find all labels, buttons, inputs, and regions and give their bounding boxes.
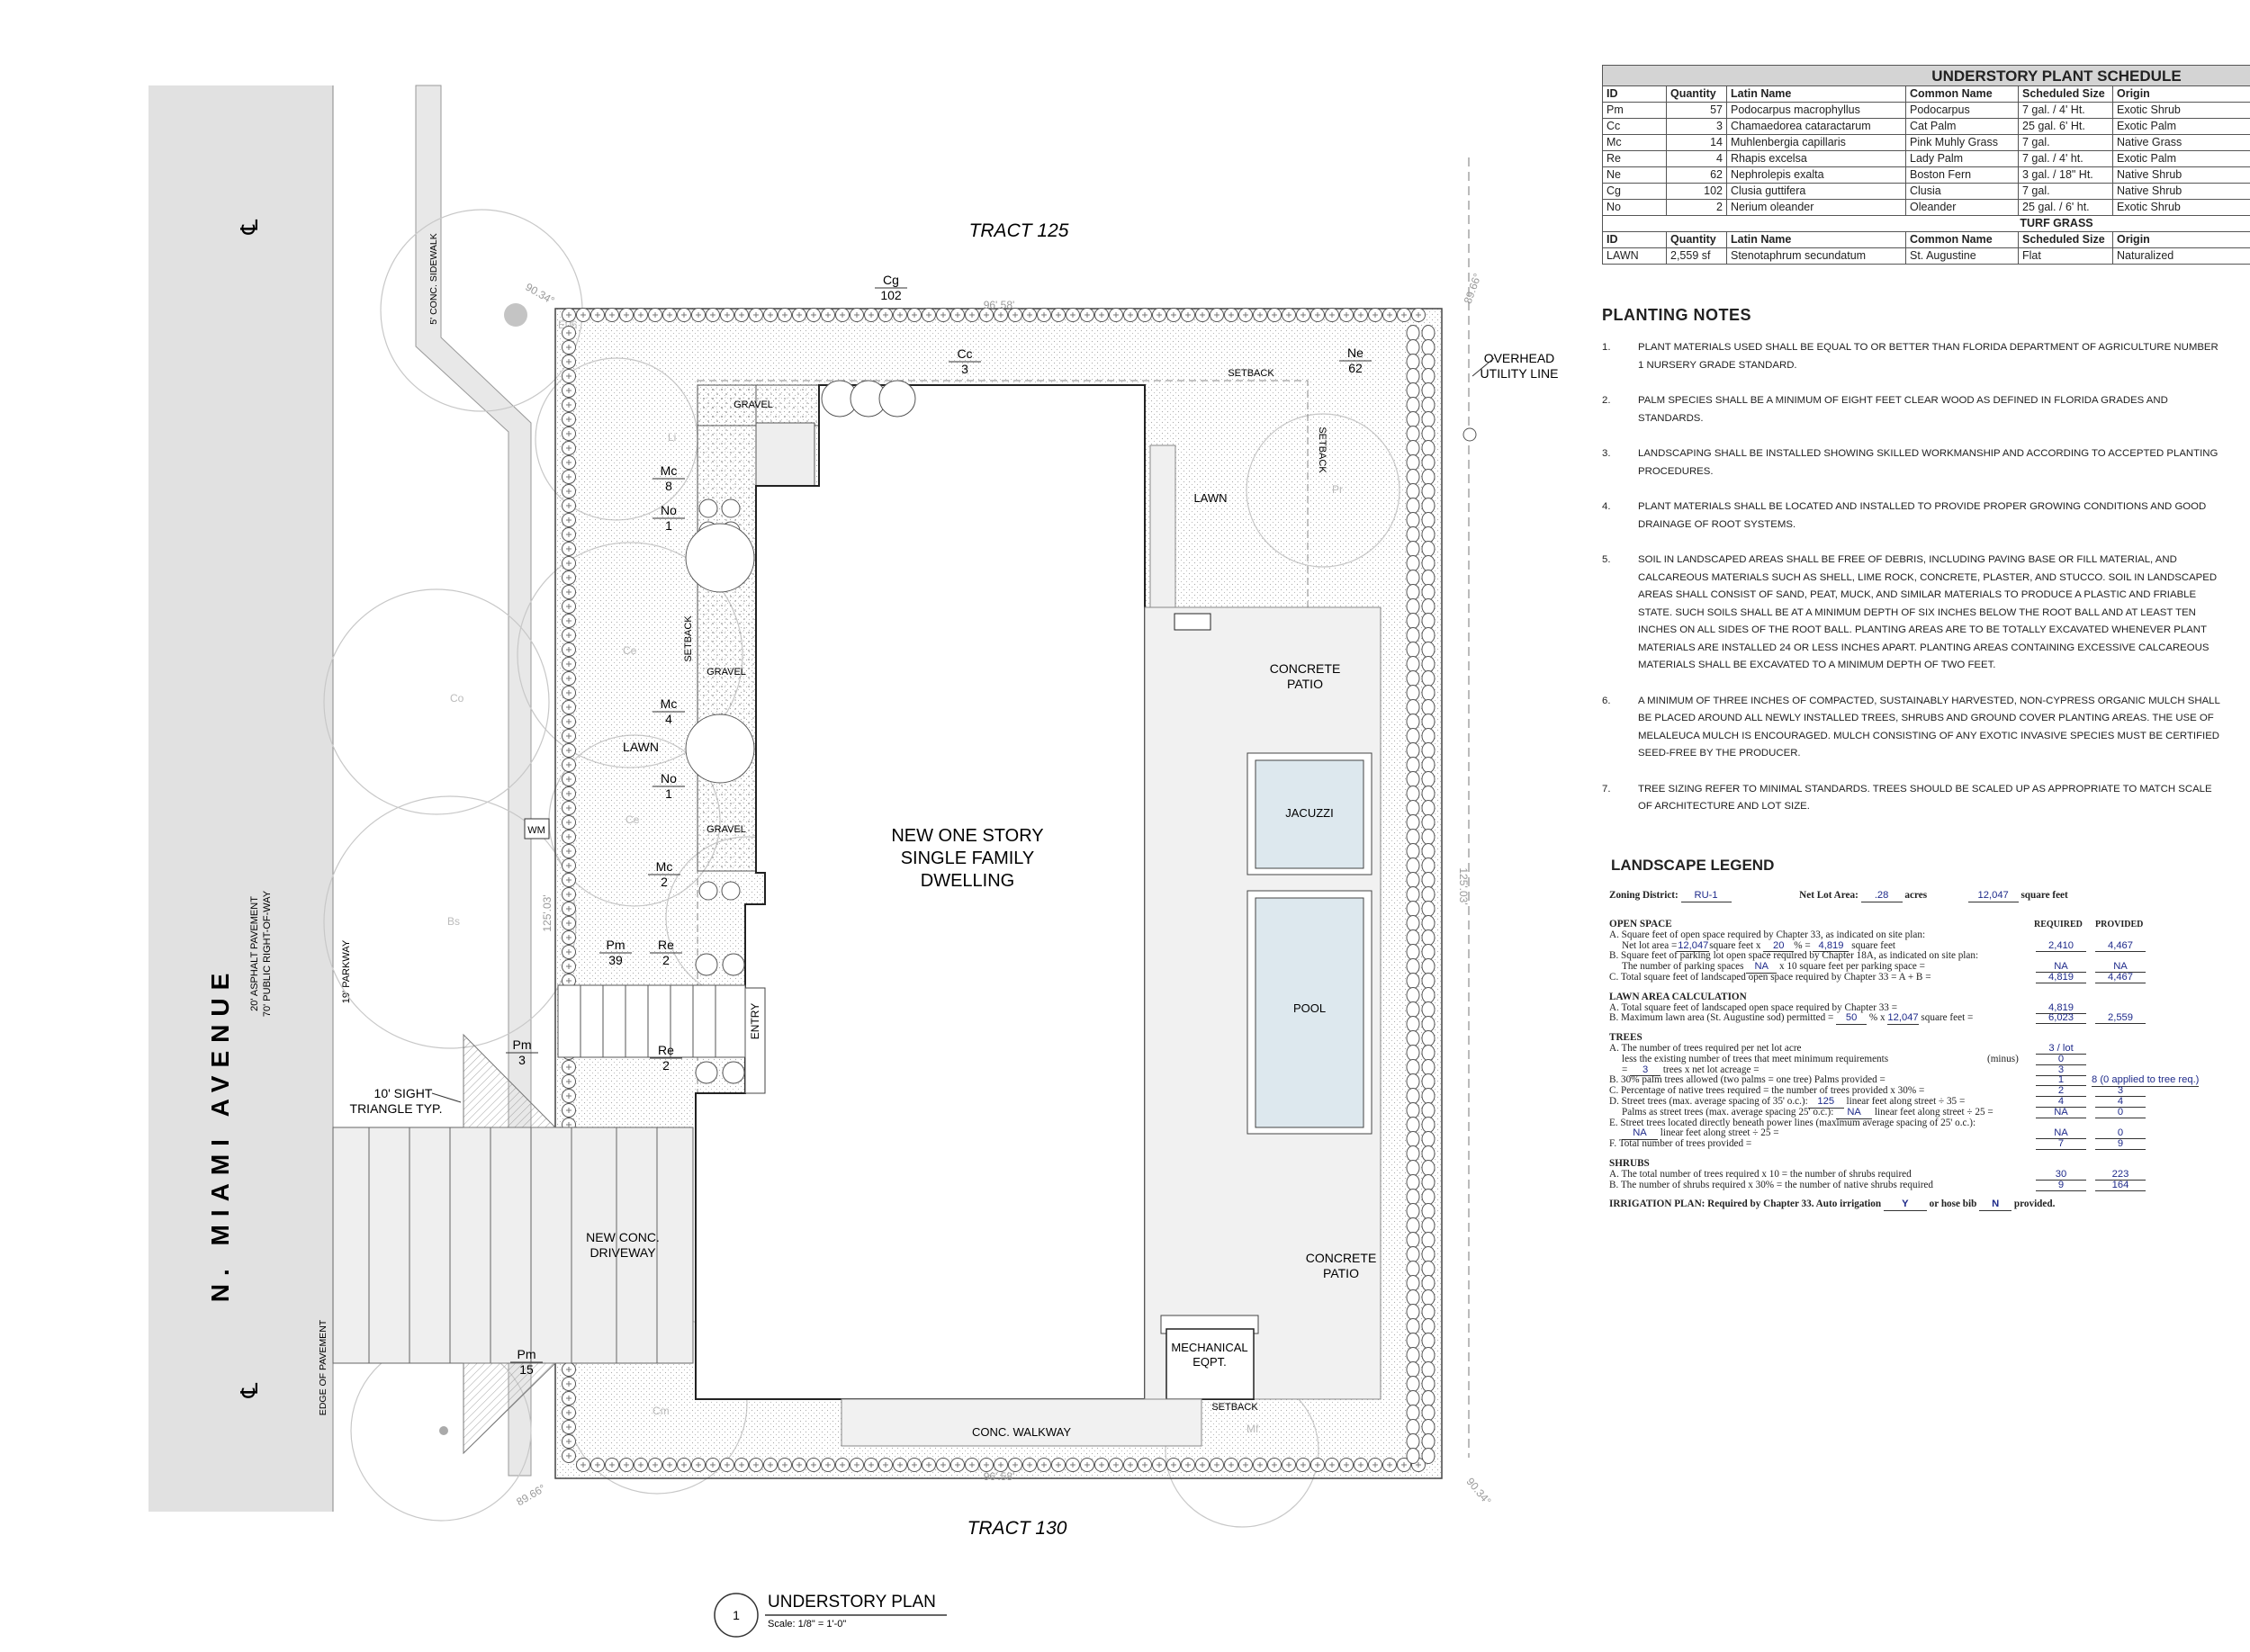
trees-b: B. 30% palm trees allowed (two palms = one tree) Palms provided = 1 8 (0 applied to tree req.) — [1609, 1074, 2200, 1086]
fern-shrub — [1422, 441, 1435, 456]
patio-bottom-label-1: CONCRETE — [1305, 1251, 1377, 1265]
dimension-bottom: 96'.58' — [983, 1470, 1015, 1483]
sight-triangle-label-2: TRIANGLE TYP. — [349, 1101, 443, 1116]
note-item: 1. PLANT MATERIALS USED SHALL BE EQUAL TO OR BETTER THAN FLORIDA DEPARTMENT OF AGRICULTURE NUMBER 1 NURSERY GRADE STANDARD. — [1602, 342, 2218, 371]
fern-shrub — [1407, 1002, 1419, 1018]
edge-of-pavement-label: EDGE OF PAVEMENT — [318, 1319, 328, 1416]
fern-shrub — [1422, 556, 1435, 571]
fern-shrub — [1422, 1074, 1435, 1090]
fern-shrub — [1407, 1060, 1419, 1075]
gravel-strip — [698, 385, 756, 871]
fern-shrub — [1422, 714, 1435, 730]
legend-title: LANDSCAPE LEGEND — [1611, 857, 1775, 874]
note-item: 7. TREE SIZING REFER TO MINIMAL STANDARDS. TREES SHOULD BE SCALED UP AS APPROPRIATE TO MATCH SCALE OF ARCHITECTURE AND LOT SIZE. — [1602, 783, 2212, 812]
fern-shrub — [1422, 700, 1435, 715]
fern-shrub — [1407, 1218, 1419, 1234]
fern-shrub — [1407, 1046, 1419, 1061]
centerline-symbol-bottom: ℄ — [236, 1382, 263, 1398]
svg-text:Mc: Mc — [655, 859, 673, 874]
fern-shrub — [1407, 657, 1419, 672]
svg-text:Re: Re — [658, 1043, 674, 1057]
fern-shrub — [1422, 355, 1435, 370]
fern-shrub — [1407, 1377, 1419, 1392]
trees-a3: = 3 trees x net lot acreage = 3 — [1609, 1065, 2239, 1076]
fern-shrub — [1407, 470, 1419, 485]
fern-shrub — [1422, 830, 1435, 845]
svg-text:Pm: Pm — [517, 1347, 536, 1361]
fern-shrub — [1407, 1276, 1419, 1291]
fern-shrub — [1422, 844, 1435, 859]
shrubs-b: B. The number of shrubs required x 30% = the number of native shrubs required 9 164 — [1609, 1181, 2239, 1191]
drawing-number: 1 — [733, 1608, 740, 1622]
fern-shrub — [1422, 1290, 1435, 1306]
existing-tree-trunk — [439, 1426, 448, 1435]
fern-shrub — [1407, 1449, 1419, 1464]
fern-shrub — [1407, 1247, 1419, 1262]
svg-text:Co: Co — [450, 692, 464, 705]
fern-shrub — [1407, 1261, 1419, 1277]
svg-text:Cg: Cg — [883, 273, 899, 287]
irrigation-row: IRRIGATION PLAN: Required by Chapter 33. Auto irrigation Y or hose bib N provided. — [1609, 1199, 2056, 1210]
setback-label-left: SETBACK — [683, 615, 694, 662]
fern-shrub — [1407, 1089, 1419, 1104]
svg-text:2: 2 — [661, 875, 668, 889]
fern-shrub — [1407, 1348, 1419, 1363]
fern-shrub — [1407, 498, 1419, 514]
angle-top-right: 89.66° — [1461, 271, 1484, 306]
svg-text:No: No — [661, 503, 677, 517]
fern-shrub — [1422, 974, 1435, 989]
angle-bottom-right: 90.34° — [1463, 1475, 1494, 1508]
entry-label: ENTRY — [749, 1002, 761, 1040]
fern-shrub — [1407, 1319, 1419, 1334]
dwelling-label-1: NEW ONE STORY — [891, 826, 1044, 846]
fern-shrub — [1422, 1420, 1435, 1435]
fern-shrub — [1422, 1118, 1435, 1133]
svg-text:62: 62 — [1348, 361, 1363, 375]
fern-shrub — [1407, 1074, 1419, 1090]
fern-shrub — [1407, 887, 1419, 902]
fern-shrub — [1422, 1449, 1435, 1464]
fern-shrub — [1422, 1218, 1435, 1234]
fern-shrub — [1407, 1103, 1419, 1118]
fern-shrub — [1407, 1031, 1419, 1046]
mechanical-label-1: MECHANICAL — [1171, 1341, 1248, 1354]
fern-shrub — [1407, 1333, 1419, 1349]
svg-text:Pm: Pm — [606, 938, 626, 952]
fern-shrub — [1422, 340, 1435, 355]
walkway-label: CONC. WALKWAY — [971, 1425, 1072, 1439]
fern-shrub — [1407, 556, 1419, 571]
fern-shrub — [1422, 1132, 1435, 1147]
open-space-header: OPEN SPACE REQUIRED PROVIDED — [1609, 919, 2144, 929]
shrubs-a: A. The total number of trees required x 10 = the number of shrubs required 30 223 — [1609, 1170, 2239, 1181]
angle-bottom-left: 89.66° — [514, 1481, 548, 1509]
fern-shrub — [1407, 758, 1419, 773]
schedule-row: Ne 62 Nephrolepis exalta Boston Fern 3 gal. / 18" Ht. Native Shrub — [1603, 167, 2250, 184]
fern-shrub — [1407, 700, 1419, 715]
fern-shrub — [1422, 1204, 1435, 1219]
lawn-a: A. Total square feet of landscaped open space required by Chapter 33 = 4,819 — [1609, 1003, 2239, 1014]
svg-text:Mc: Mc — [660, 463, 678, 478]
planting-notes — [1602, 306, 2223, 834]
fern-shrub — [1407, 916, 1419, 931]
fern-shrub — [1407, 1190, 1419, 1205]
schedule-row: Cg 102 Clusia guttifera Clusia 7 gal. Native Shrub — [1603, 184, 2250, 200]
fern-shrub — [1407, 801, 1419, 816]
svg-text:39: 39 — [608, 953, 623, 967]
utility-pole — [1463, 428, 1476, 441]
fern-shrub — [1422, 1103, 1435, 1118]
fern-shrub — [1407, 383, 1419, 399]
fern-shrub — [1422, 1017, 1435, 1032]
plan-scale: Scale: 1/8" = 1'-0" — [768, 1619, 847, 1630]
svg-text:8: 8 — [665, 479, 672, 493]
fern-shrub — [1407, 326, 1419, 341]
fern-shrub — [1422, 959, 1435, 974]
understory-plant-schedule — [1602, 65, 2250, 265]
gravel-label: GRAVEL — [734, 400, 773, 410]
schedule-row: No 2 Nerium oleander Oleander 25 gal. / 6' ht. Exotic Shrub — [1603, 200, 2250, 216]
fern-shrub — [1407, 1305, 1419, 1320]
patio-top-label-2: PATIO — [1287, 677, 1323, 691]
svg-text:4: 4 — [665, 712, 672, 726]
fern-shrub — [1407, 714, 1419, 730]
fern-shrub — [1422, 671, 1435, 687]
fern-shrub — [1407, 1434, 1419, 1450]
fern-shrub — [1422, 1405, 1435, 1421]
fern-shrub — [1407, 455, 1419, 471]
open-space-b: B. Square feet of parking lot open space required by Chapter 18A, as indicated on site plan: — [1609, 950, 1979, 962]
fern-shrub — [1422, 599, 1435, 615]
schedule-header: ID Quantity Latin Name Common Name Scheduled Size Origin — [1603, 86, 2250, 103]
fern-shrub — [1407, 340, 1419, 355]
street-name-label: N. MIAMI AVENUE — [206, 965, 234, 1303]
fern-shrub — [1407, 671, 1419, 687]
note-item: 3. LANDSCAPING SHALL BE INSTALLED SHOWING SKILLED WORKMANSHIP AND ACCORDING TO ACCEPTED PLANTING PROCEDURES. — [1602, 448, 2218, 477]
fern-shrub — [1422, 1247, 1435, 1262]
fern-shrub — [1422, 902, 1435, 917]
fern-shrub — [1422, 1362, 1435, 1378]
fern-shrub — [1422, 498, 1435, 514]
tract-bottom-label: TRACT 130 — [967, 1518, 1067, 1539]
trees-e2: NA linear feet along street ÷ 25 = NA 0 — [1609, 1128, 2239, 1139]
setback-label-top: SETBACK — [1228, 368, 1274, 379]
lawn-right-label: LAWN — [1193, 491, 1228, 505]
fern-shrub — [1422, 369, 1435, 384]
dimension-top: 96'.58' — [983, 299, 1015, 311]
fern-shrub — [1422, 1319, 1435, 1334]
fern-shrub — [1407, 570, 1419, 586]
fern-shrub — [1407, 1290, 1419, 1306]
trees-a2: less the existing number of trees that meet minimum requirements (minus) 0 — [1609, 1055, 2239, 1065]
fern-shrub — [1422, 930, 1435, 946]
fern-shrub — [1422, 1233, 1435, 1248]
sidewalk-top-label: 5' CONC. SIDEWALK — [428, 233, 439, 325]
fern-shrub — [1407, 412, 1419, 427]
fern-shrub — [1407, 599, 1419, 615]
svg-text:Bs: Bs — [447, 915, 461, 928]
fern-shrub — [1422, 513, 1435, 528]
fern-shrub — [1422, 1046, 1435, 1061]
trees-a: A. The number of trees required per net lot acre 3 / lot — [1609, 1044, 2239, 1055]
fern-shrub — [1407, 1132, 1419, 1147]
plant-tag — [875, 273, 907, 302]
fern-shrub — [1422, 945, 1435, 960]
open-space-b2: The number of parking spaces NA x 10 square feet per parking space = NA NA — [1609, 962, 2239, 973]
dwelling-label-3: DWELLING — [920, 871, 1015, 891]
fern-shrub — [1407, 772, 1419, 787]
trees-header: TREES — [1609, 1032, 1642, 1044]
existing-tree-trunk — [504, 303, 527, 327]
schedule-title: UNDERSTORY PLANT SCHEDULE — [1603, 66, 2250, 86]
driveway-label-2: DRIVEWAY — [590, 1245, 656, 1260]
tract-top-label: TRACT 125 — [968, 220, 1069, 241]
fern-shrub — [1407, 1405, 1419, 1421]
fern-shrub — [1407, 945, 1419, 960]
fern-shrub — [1407, 441, 1419, 456]
gravel-pad — [756, 423, 814, 486]
fern-shrub — [1422, 455, 1435, 471]
fern-shrub — [1407, 1233, 1419, 1248]
fern-shrub — [1422, 1261, 1435, 1277]
shrubs-header: SHRUBS — [1609, 1157, 1650, 1169]
ac-pad — [1174, 614, 1210, 630]
fern-shrub — [1422, 412, 1435, 427]
fern-shrub — [1407, 355, 1419, 370]
schedule-row: Mc 14 Muhlenbergia capillaris Pink Muhly Grass 7 gal. Native Grass — [1603, 135, 2250, 151]
fern-shrub — [1407, 426, 1419, 442]
fern-shrub — [1407, 1420, 1419, 1435]
svg-text:3: 3 — [518, 1053, 526, 1067]
svg-text:Pm: Pm — [512, 1037, 532, 1052]
setback-label-bottom: SETBACK — [1211, 1402, 1258, 1413]
fern-shrub — [1407, 686, 1419, 701]
fern-shrub — [1407, 484, 1419, 499]
fern-shrub — [1407, 527, 1419, 543]
svg-text:1: 1 — [665, 518, 672, 533]
fern-shrub — [1422, 772, 1435, 787]
trees-f: F. Total number of trees provided = 7 9 — [1609, 1139, 2239, 1150]
fern-shrub — [1407, 1391, 1419, 1406]
fern-shrub — [1422, 887, 1435, 902]
fern-shrub — [1407, 786, 1419, 802]
jacuzzi-label: JACUZZI — [1285, 806, 1334, 820]
trees-d2: Palms as street trees (max. average spacing 25' o.c.): NA linear feet along street ÷ 25 = NA 0 — [1609, 1108, 2239, 1118]
svg-text:Cc: Cc — [957, 346, 973, 361]
fern-shrub — [1407, 1118, 1419, 1133]
fern-shrub — [1407, 1362, 1419, 1378]
fern-shrub — [1422, 1060, 1435, 1075]
fern-shrub — [1422, 383, 1435, 399]
svg-text:Re: Re — [658, 938, 674, 952]
turf-row: LAWN 2,559 sf Stenotaphrum secundatum St. Augustine Flat Naturalized — [1603, 248, 2250, 265]
fern-shrub — [1422, 426, 1435, 442]
angle-top-left: 90.34° — [523, 280, 557, 308]
fern-shrub — [1407, 858, 1419, 874]
fern-shrub — [1407, 585, 1419, 600]
fern-shrub — [1422, 916, 1435, 931]
schedule-row: Re 4 Rhapis excelsa Lady Palm 7 gal. / 4' ht. Exotic Palm — [1603, 151, 2250, 167]
fern-shrub — [1422, 614, 1435, 629]
schedule-row: Cc 3 Chamaedorea cataractarum Cat Palm 25 gal. 6' Ht. Exotic Palm — [1603, 119, 2250, 135]
parkway-label: 19' PARKWAY — [341, 939, 352, 1004]
svg-text:15: 15 — [519, 1362, 534, 1377]
fern-shrub — [1422, 988, 1435, 1003]
fern-shrub — [1422, 542, 1435, 557]
fern-shrub — [1407, 815, 1419, 830]
concrete-walkway — [842, 1399, 1202, 1446]
notes-title: PLANTING NOTES — [1602, 306, 1752, 324]
cat-palms — [822, 381, 915, 417]
turf-header: ID Quantity Latin Name Common Name Scheduled Size Origin — [1603, 232, 2250, 248]
schedule-row: Pm 57 Podocarpus macrophyllus Podocarpus 7 gal. / 4' Ht. Exotic Shrub — [1603, 103, 2250, 119]
fern-shrub — [1422, 1391, 1435, 1406]
trees-d: D. Street trees (max. average spacing of 35' o.c.): 125 linear feet along street ÷ 35 = 4 4 — [1609, 1097, 2239, 1108]
fern-shrub — [1407, 369, 1419, 384]
entry-steps — [558, 985, 745, 1057]
svg-text:Ne: Ne — [1347, 346, 1364, 360]
fern-shrub — [1422, 484, 1435, 499]
fern-shrub — [1407, 1161, 1419, 1176]
fern-shrub — [1422, 801, 1435, 816]
fern-shrub — [1422, 1377, 1435, 1392]
sight-triangle-label-1: 10' SIGHT — [374, 1086, 433, 1100]
fern-shrub — [1407, 642, 1419, 658]
fern-shrub — [1422, 570, 1435, 586]
fern-shrub — [1407, 513, 1419, 528]
centerline-symbol-top: ℄ — [236, 219, 263, 235]
fern-shrub — [1422, 1146, 1435, 1162]
note-item: 5. SOIL IN LANDSCAPED AREAS SHALL BE FREE OF DEBRIS, INCLUDING PAVING BASE OR FILL MATERIAL, AND CALCAREOUS MATERIALS SUCH AS SHELL, LIME ROCK, CONCRETE, PLASTER, AND STUCCO. SOIL IN LANDSCAPED AREAS SHALL CONSIST OF SAND, PEAT, MUCK, AND SIMILAR MATERIALS TO PRODUCE A PLASTIC AND FRIABLE STATE. SUCH SOILS SHALL BE AT A MINIMUM DEPTH OF SIX INCHES BELOW THE ROOT BALL AND AT LEAST TEN INCHES ON ALL SIDES OF THE ROOT BALL. PLANTING AREAS ARE TO BE TOTALLY EXCAVATED WHENEVER PLANT MATERIALS ARE INSTALLED 24 OR LESS INCHES APART. PLANTING AREAS CONTAINING EXCESSIVE CALCAREOUS MATERIALS SHALL BE EXCAVATED TO A MINIMUM DEPTH OF TWO FEET. — [1602, 554, 2218, 670]
fern-shrub — [1407, 1175, 1419, 1190]
landscape-legend — [1609, 857, 2239, 1210]
fern-shrub — [1422, 1002, 1435, 1018]
fern-shrub — [1422, 1031, 1435, 1046]
fern-shrub — [1422, 686, 1435, 701]
dimension-right: 125'.03' — [1457, 867, 1470, 905]
fern-shrub — [1407, 398, 1419, 413]
fern-shrub — [1422, 758, 1435, 773]
overhead-line-label-1: OVERHEAD — [1483, 351, 1555, 365]
fern-shrub — [1422, 1305, 1435, 1320]
fern-shrub — [1422, 815, 1435, 830]
fern-shrub — [1422, 1190, 1435, 1205]
fern-shrub — [1407, 844, 1419, 859]
fern-shrub — [1422, 1333, 1435, 1349]
svg-text:2: 2 — [662, 953, 670, 967]
row-note: 70' PUBLIC RIGHT-OF-WAY — [262, 890, 273, 1018]
open-space-a: A. Square feet of open space required by Chapter 33, as indicated on site plan: — [1609, 929, 1926, 940]
fern-shrub — [1407, 1017, 1419, 1032]
svg-text:1: 1 — [665, 786, 672, 801]
dimension-left: 125'.03' — [541, 894, 554, 932]
fern-shrub — [1422, 398, 1435, 413]
fern-shrub — [1422, 1161, 1435, 1176]
svg-text:2: 2 — [662, 1058, 670, 1073]
fern-shrub — [1407, 743, 1419, 759]
overhead-line-label-2: UTILITY LINE — [1480, 366, 1559, 381]
fern-shrub — [1407, 628, 1419, 643]
fern-shrub — [1407, 959, 1419, 974]
mechanical-label-2: EQPT. — [1192, 1355, 1227, 1369]
driveway-label-1: NEW CONC. — [586, 1230, 660, 1244]
fern-shrub — [1407, 1204, 1419, 1219]
trees-e: E. Street trees located directly beneath power lines (maximum average spacing of 25' o.c.): — [1609, 1117, 1976, 1128]
fern-shrub — [1422, 1175, 1435, 1190]
fern-shrub — [1422, 873, 1435, 888]
fern-shrub — [1422, 470, 1435, 485]
pavement-note: 20' ASPHALT PAVEMENT — [249, 896, 260, 1011]
lawn-left-label: LAWN — [623, 740, 659, 754]
fern-shrub — [1407, 988, 1419, 1003]
fern-shrub — [1422, 729, 1435, 744]
fern-shrub — [1422, 858, 1435, 874]
water-meter-label: WM — [527, 825, 545, 836]
lawn-header: LAWN AREA CALCULATION — [1609, 991, 1747, 1002]
patio-bottom-label-2: PATIO — [1323, 1266, 1359, 1280]
open-space-c: C. Total square feet of landscaped open space required by Chapter 33 = A + B = 4,819 4,467 — [1609, 973, 2239, 983]
svg-text:Mc: Mc — [660, 696, 678, 711]
fern-shrub — [1422, 585, 1435, 600]
fern-shrub — [1407, 930, 1419, 946]
fern-shrub — [1422, 657, 1435, 672]
fern-shrub — [1422, 1348, 1435, 1363]
fern-shrub — [1422, 1276, 1435, 1291]
fern-shrub — [1422, 1089, 1435, 1104]
gravel-label: GRAVEL — [706, 667, 746, 678]
svg-text:3: 3 — [961, 362, 968, 376]
note-item: 2. PALM SPECIES SHALL BE A MINIMUM OF EIGHT FEET CLEAR WOOD AS DEFINED IN FLORIDA GRADES AND STANDARDS. — [1602, 395, 2168, 424]
lawn-b: B. Maximum lawn area (St. Augustine sod) permitted = 50 % x 12,047 square feet = 6,023 2,559 — [1609, 1013, 2239, 1024]
open-space-a2: Net lot area =12,047square feet x 20 % = 4,819 square feet 2,410 4,467 — [1609, 941, 2239, 952]
notes-list — [1602, 339, 2223, 816]
asphalt-road — [148, 85, 333, 1512]
fern-shrub — [1407, 614, 1419, 629]
zoning-row: Zoning District: RU-1 Net Lot Area: .28 acres 12,047 square feet — [1609, 890, 2068, 901]
trees-c: C. Percentage of native trees required = the number of trees provided x 30% = 2 3 — [1609, 1086, 2239, 1097]
dwelling-label-2: SINGLE FAMILY — [900, 848, 1035, 868]
fern-shrub — [1407, 974, 1419, 989]
fern-shrub — [1422, 786, 1435, 802]
turf-title: TURF GRASS — [1603, 216, 2250, 232]
fern-shrub — [1422, 326, 1435, 341]
fern-shrub — [1422, 628, 1435, 643]
fern-shrub — [1407, 830, 1419, 845]
plan-title: UNDERSTORY PLAN — [768, 1593, 936, 1612]
fern-shrub — [1422, 743, 1435, 759]
setback-label-right: SETBACK — [1317, 426, 1328, 473]
pool-label: POOL — [1292, 1001, 1327, 1015]
svg-text:No: No — [661, 771, 677, 786]
fern-shrub — [1422, 527, 1435, 543]
fern-shrub — [1422, 1434, 1435, 1450]
side-path — [1150, 445, 1175, 607]
fern-shrub — [1407, 873, 1419, 888]
fern-shrub — [1407, 542, 1419, 557]
fern-shrub — [1407, 729, 1419, 744]
gravel-label: GRAVEL — [706, 824, 746, 835]
fern-shrub — [1422, 642, 1435, 658]
patio-top-label-1: CONCRETE — [1269, 661, 1341, 676]
fern-shrub — [1407, 1146, 1419, 1162]
fern-shrub — [1407, 902, 1419, 917]
svg-text:102: 102 — [880, 288, 902, 302]
note-item: 6. A MINIMUM OF THREE INCHES OF COMPACTED, SUSTAINABLY HARVESTED, NON-CYPRESS ORGANIC MULCH SHALL BE PLACED AROUND ALL NEWLY INSTALLED TREES, SHRUBS AND GROUND COVER PLANTING AREAS. THE USE OF MELALEUCA MULCH IS ENCOURAGED. MULCH CONSISTING OF ANY EXOTIC INVASIVE SPECIES MUST BE CERTIFIED SEED-FREE BY THE PRODUCER. — [1602, 695, 2220, 759]
note-item: 4. PLANT MATERIALS SHALL BE LOCATED AND INSTALLED TO PROVIDE PROPER GROWING CONDITIONS AND GOOD DRAINAGE OF ROOT SYSTEMS. — [1602, 501, 2207, 530]
